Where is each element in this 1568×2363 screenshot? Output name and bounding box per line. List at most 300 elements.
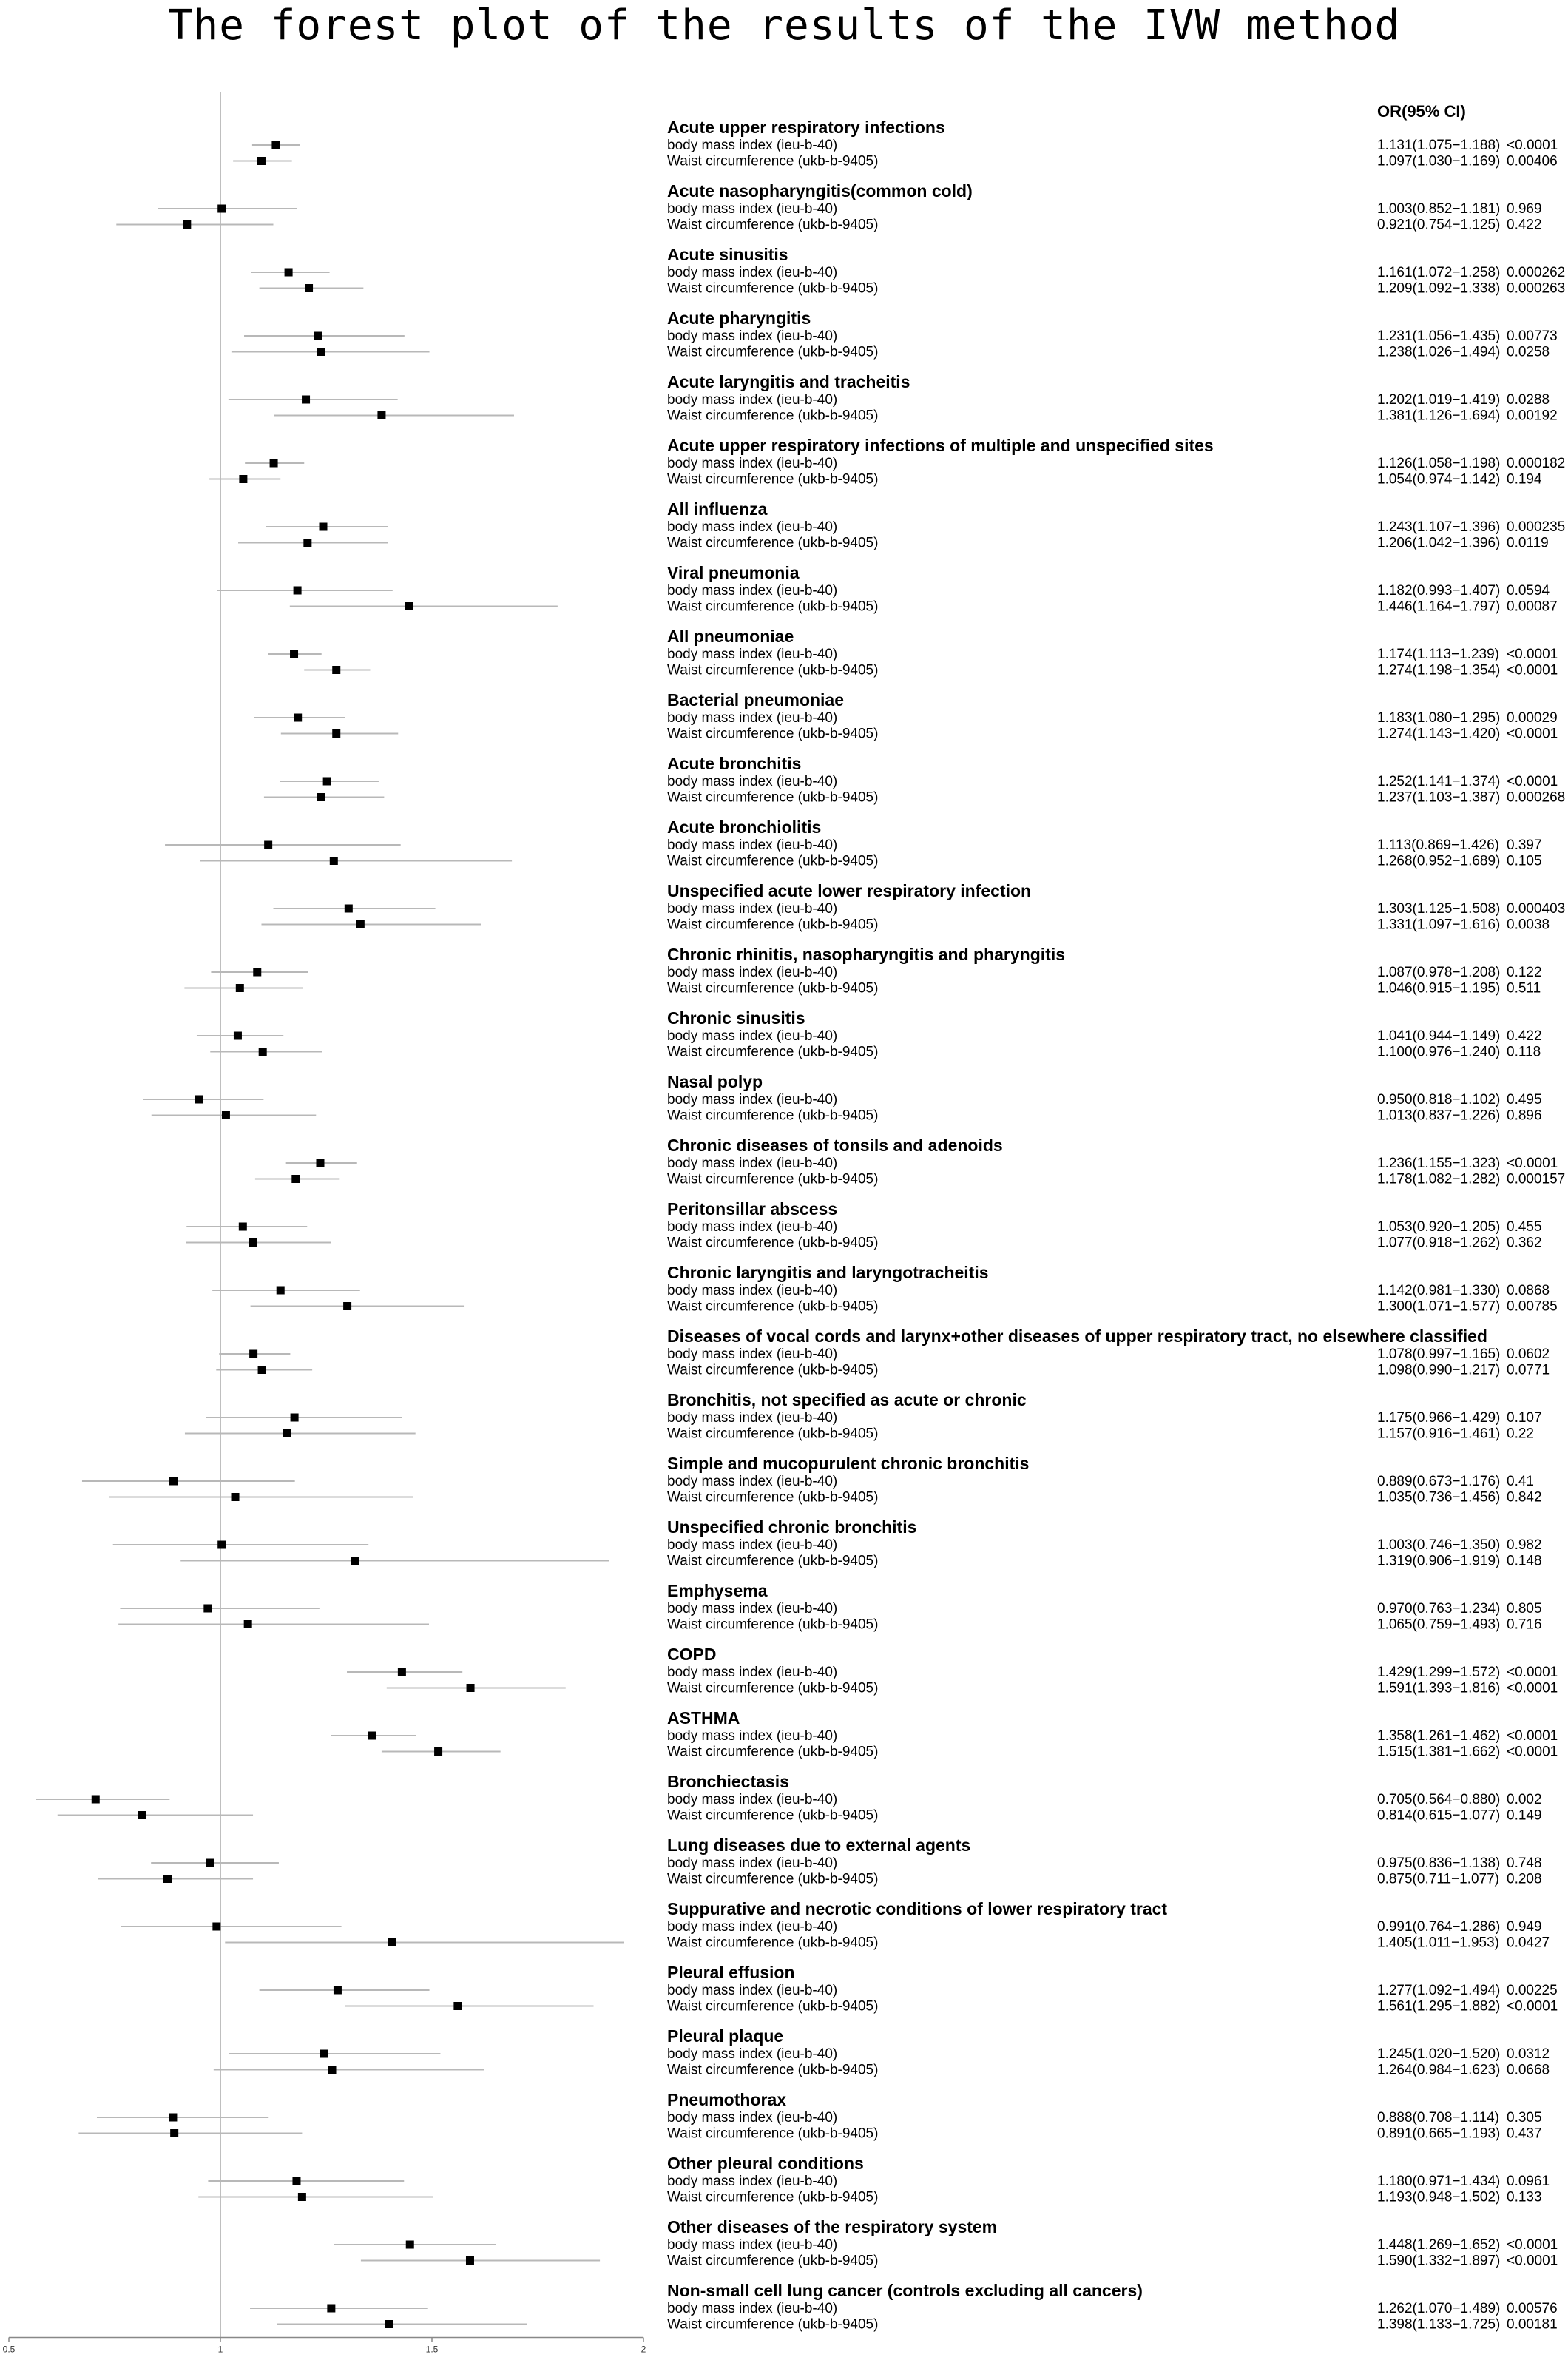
or-ci-value: 1.054(0.974−1.142) [1377, 471, 1501, 488]
x-tick-label: 0.5 [2, 2344, 16, 2355]
or-ci-value: 0.950(0.818−1.102) [1377, 1092, 1501, 1108]
outcome-label: Chronic sinusitis [667, 1008, 805, 1028]
point-estimate [195, 1096, 203, 1104]
p-value: <0.0001 [1507, 1680, 1558, 1696]
or-ci-value: 1.183(1.080−1.295) [1377, 710, 1501, 726]
or-ci-value: 1.429(1.299−1.572) [1377, 1665, 1501, 1680]
p-value: <0.0001 [1507, 1665, 1558, 1680]
or-ci-value: 1.590(1.332−1.897) [1377, 2253, 1501, 2269]
p-value: 0.000262 [1507, 265, 1566, 280]
or-ci-value: 1.448(1.269−1.652) [1377, 2237, 1501, 2253]
exposure-label: Waist circumference (ukb-b-9405) [667, 1362, 879, 1378]
point-estimate [138, 1811, 146, 1819]
outcome-label: Acute bronchitis [667, 754, 802, 773]
exposure-label: Waist circumference (ukb-b-9405) [667, 2253, 879, 2269]
exposure-label: Waist circumference (ukb-b-9405) [667, 917, 879, 933]
plot-area [36, 92, 624, 2338]
exposure-label: Waist circumference (ukb-b-9405) [667, 1108, 879, 1124]
point-estimate [351, 1557, 359, 1565]
exposure-label: body mass index (ieu-b-40) [667, 1028, 838, 1044]
point-estimate [290, 650, 298, 658]
p-value: 0.0119 [1507, 535, 1549, 551]
outcome-label: Suppurative and necrotic conditions of lower respiratory tract [667, 1899, 1168, 1918]
point-estimate [377, 411, 385, 419]
p-value: 0.149 [1507, 1807, 1542, 1824]
p-value: 0.0312 [1507, 2046, 1550, 2062]
outcome-label: Acute upper respiratory infections of multiple and unspecified sites [667, 436, 1214, 455]
exposure-label: Waist circumference (ukb-b-9405) [667, 789, 879, 806]
p-value: 0.0668 [1507, 2062, 1550, 2078]
outcome-label: Simple and mucopurulent chronic bronchitis [667, 1454, 1030, 1473]
p-value: 0.0771 [1507, 1362, 1550, 1378]
p-value: 0.495 [1507, 1092, 1542, 1108]
or-column-header: OR(95% CI) [1377, 102, 1466, 121]
p-value: 0.118 [1507, 1044, 1541, 1060]
or-ci-value: 1.003(0.852−1.181) [1377, 201, 1501, 217]
point-estimate [434, 1747, 442, 1756]
p-value: 0.00773 [1507, 328, 1558, 344]
exposure-label: body mass index (ieu-b-40) [667, 837, 838, 853]
p-value: 0.397 [1507, 837, 1542, 853]
point-estimate [406, 2241, 414, 2249]
point-estimate [169, 1477, 178, 1486]
or-ci-value: 1.046(0.915−1.195) [1377, 980, 1501, 997]
or-ci-value: 1.515(1.381−1.662) [1377, 1744, 1501, 1760]
exposure-label: body mass index (ieu-b-40) [667, 1983, 838, 1998]
exposure-label: body mass index (ieu-b-40) [667, 1092, 838, 1108]
p-value: 0.107 [1507, 1410, 1542, 1426]
or-ci-value: 1.175(0.966−1.429) [1377, 1410, 1501, 1426]
point-estimate [239, 475, 247, 483]
point-estimate [206, 1859, 214, 1867]
point-estimate [169, 2114, 177, 2122]
p-value: 0.0594 [1507, 583, 1550, 599]
point-estimate [453, 2002, 462, 2010]
outcome-label: Nasal polyp [667, 1072, 763, 1091]
or-ci-value: 1.238(1.026−1.494) [1377, 344, 1501, 360]
exposure-label: Waist circumference (ukb-b-9405) [667, 2316, 879, 2333]
p-value: 0.000268 [1507, 789, 1566, 806]
point-estimate [292, 2177, 300, 2185]
or-ci-value: 1.053(0.920−1.205) [1377, 1219, 1501, 1235]
or-ci-value: 1.274(1.143−1.420) [1377, 726, 1501, 742]
or-ci-value: 1.561(1.295−1.882) [1377, 1998, 1501, 2015]
exposure-label: Waist circumference (ukb-b-9405) [667, 599, 879, 615]
or-ci-value: 1.446(1.164−1.797) [1377, 599, 1501, 615]
or-ci-value: 1.182(0.993−1.407) [1377, 583, 1501, 599]
or-ci-value: 1.041(0.944−1.149) [1377, 1028, 1501, 1044]
outcome-label: All influenza [667, 499, 768, 519]
outcome-label: Unspecified chronic bronchitis [667, 1517, 917, 1537]
or-ci-value: 0.875(0.711−1.077) [1377, 1871, 1499, 1887]
exposure-label: body mass index (ieu-b-40) [667, 1537, 838, 1553]
p-value: 0.969 [1507, 201, 1542, 217]
or-ci-value: 1.202(1.019−1.419) [1377, 392, 1501, 408]
or-ci-value: 0.970(0.763−1.234) [1377, 1601, 1501, 1617]
p-value: 0.000182 [1507, 456, 1566, 471]
p-value: 0.133 [1507, 2189, 1542, 2205]
or-ci-value: 1.078(0.997−1.165) [1377, 1346, 1501, 1362]
p-value: 0.00029 [1507, 710, 1558, 726]
outcome-label: Viral pneumonia [667, 563, 800, 582]
p-value: 0.0961 [1507, 2174, 1550, 2189]
exposure-label: Waist circumference (ukb-b-9405) [667, 1298, 879, 1315]
outcome-label: Other pleural conditions [667, 2154, 864, 2173]
or-ci-value: 0.891(0.665−1.193) [1377, 2126, 1501, 2142]
outcome-label: Acute nasopharyngitis(common cold) [667, 181, 973, 200]
or-ci-value: 1.381(1.126−1.694) [1377, 408, 1501, 424]
p-value: 0.000263 [1507, 280, 1566, 297]
outcome-label: Unspecified acute lower respiratory infection [667, 881, 1032, 900]
point-estimate [291, 1414, 299, 1422]
outcome-label: Acute bronchiolitis [667, 818, 822, 837]
point-estimate [203, 1605, 212, 1613]
or-ci-value: 1.098(0.990−1.217) [1377, 1362, 1501, 1378]
outcome-label: Chronic diseases of tonsils and adenoids [667, 1136, 1003, 1155]
point-estimate [294, 714, 302, 722]
exposure-label: Waist circumference (ukb-b-9405) [667, 1553, 879, 1569]
p-value: 0.0288 [1507, 392, 1550, 408]
p-value: <0.0001 [1507, 1998, 1558, 2015]
point-estimate [405, 602, 413, 610]
exposure-label: Waist circumference (ukb-b-9405) [667, 2062, 879, 2078]
x-axis [3, 2338, 646, 2355]
p-value: 0.000235 [1507, 519, 1566, 535]
or-ci-value: 1.077(0.918−1.262) [1377, 1235, 1501, 1251]
or-ci-value: 1.180(0.971−1.434) [1377, 2174, 1501, 2189]
or-ci-value: 1.319(0.906−1.919) [1377, 1553, 1501, 1569]
p-value: 0.00087 [1507, 599, 1558, 615]
p-value: 0.0868 [1507, 1283, 1550, 1298]
p-value: 0.748 [1507, 1855, 1542, 1871]
outcome-label: Pneumothorax [667, 2090, 787, 2109]
p-value: 0.422 [1507, 1028, 1542, 1044]
p-value: 0.00192 [1507, 408, 1558, 424]
exposure-label: Waist circumference (ukb-b-9405) [667, 853, 879, 869]
point-estimate [291, 1175, 300, 1183]
exposure-label: Waist circumference (ukb-b-9405) [667, 1044, 879, 1060]
exposure-label: body mass index (ieu-b-40) [667, 456, 838, 471]
or-ci-value: 1.013(0.837−1.226) [1377, 1108, 1501, 1124]
outcome-label: Emphysema [667, 1581, 768, 1600]
point-estimate [388, 1938, 396, 1946]
point-estimate [234, 1032, 242, 1040]
or-ci-value: 1.003(0.746−1.350) [1377, 1537, 1501, 1553]
exposure-label: body mass index (ieu-b-40) [667, 519, 838, 535]
or-ci-value: 1.231(1.056−1.435) [1377, 328, 1501, 344]
p-value: <0.0001 [1507, 774, 1558, 789]
p-value: 0.455 [1507, 1219, 1542, 1235]
point-estimate [217, 1541, 226, 1549]
exposure-label: body mass index (ieu-b-40) [667, 774, 838, 789]
exposure-label: Waist circumference (ukb-b-9405) [667, 153, 879, 169]
exposure-label: Waist circumference (ukb-b-9405) [667, 280, 879, 297]
or-ci-value: 1.331(1.097−1.616) [1377, 917, 1501, 933]
p-value: 0.000157 [1507, 1171, 1566, 1187]
p-value: 0.105 [1507, 853, 1542, 869]
p-value: 0.00406 [1507, 153, 1558, 169]
exposure-label: body mass index (ieu-b-40) [667, 2174, 838, 2189]
or-ci-value: 0.921(0.754−1.125) [1377, 217, 1501, 233]
or-ci-value: 1.252(1.141−1.374) [1377, 774, 1501, 789]
outcome-label: Diseases of vocal cords and larynx+other diseases of upper respiratory tract, no elsewhere classified [667, 1327, 1487, 1346]
point-estimate [332, 729, 340, 738]
label-column [667, 118, 1565, 2333]
exposure-label: Waist circumference (ukb-b-9405) [667, 471, 879, 488]
p-value: 0.0427 [1507, 1935, 1550, 1951]
point-estimate [212, 1923, 220, 1931]
x-tick-label: 1.5 [425, 2344, 439, 2355]
outcome-label: Pleural effusion [667, 1963, 795, 1982]
p-value: <0.0001 [1507, 1728, 1558, 1744]
x-tick-label: 1 [217, 2344, 223, 2355]
p-value: 0.148 [1507, 1553, 1542, 1569]
exposure-label: Waist circumference (ukb-b-9405) [667, 2189, 879, 2205]
exposure-label: body mass index (ieu-b-40) [667, 1792, 838, 1807]
exposure-label: Waist circumference (ukb-b-9405) [667, 1871, 879, 1887]
outcome-label: Pleural plaque [667, 2026, 784, 2046]
exposure-label: Waist circumference (ukb-b-9405) [667, 1171, 879, 1187]
p-value: <0.0001 [1507, 662, 1558, 678]
p-value: 0.422 [1507, 217, 1542, 233]
point-estimate [320, 2050, 328, 2058]
point-estimate [385, 2320, 393, 2328]
exposure-label: Waist circumference (ukb-b-9405) [667, 1617, 879, 1633]
outcome-label: ASTHMA [667, 1708, 740, 1727]
point-estimate [294, 587, 302, 595]
p-value: 0.22 [1507, 1426, 1534, 1442]
point-estimate [277, 1287, 285, 1295]
exposure-label: body mass index (ieu-b-40) [667, 1410, 838, 1426]
exposure-label: body mass index (ieu-b-40) [667, 965, 838, 980]
p-value: 0.41 [1507, 1474, 1534, 1489]
point-estimate [163, 1875, 172, 1883]
p-value: 0.805 [1507, 1601, 1542, 1617]
or-ci-value: 1.174(1.113−1.239) [1377, 647, 1499, 662]
or-ci-value: 1.245(1.020−1.520) [1377, 2046, 1501, 2062]
or-ci-value: 1.193(0.948−1.502) [1377, 2189, 1501, 2205]
outcome-label: Chronic laryngitis and laryngotracheitis [667, 1263, 989, 1282]
exposure-label: body mass index (ieu-b-40) [667, 2046, 838, 2062]
exposure-label: body mass index (ieu-b-40) [667, 1919, 838, 1935]
outcome-label: All pneumoniae [667, 627, 794, 646]
point-estimate [332, 666, 340, 674]
outcome-label: Non-small cell lung cancer (controls excluding all cancers) [667, 2281, 1143, 2300]
exposure-label: Waist circumference (ukb-b-9405) [667, 2126, 879, 2142]
or-ci-value: 1.142(0.981−1.330) [1377, 1283, 1501, 1298]
x-tick-label: 2 [641, 2344, 646, 2355]
point-estimate [343, 1302, 351, 1310]
exposure-label: body mass index (ieu-b-40) [667, 328, 838, 344]
point-estimate [303, 539, 311, 547]
point-estimate [217, 205, 226, 213]
exposure-label: Waist circumference (ukb-b-9405) [667, 1744, 879, 1760]
exposure-label: Waist circumference (ukb-b-9405) [667, 726, 879, 742]
p-value: <0.0001 [1507, 2237, 1558, 2253]
exposure-label: body mass index (ieu-b-40) [667, 1665, 838, 1680]
point-estimate [302, 396, 310, 404]
exposure-label: body mass index (ieu-b-40) [667, 1728, 838, 1744]
or-ci-value: 1.087(0.978−1.208) [1377, 965, 1501, 980]
point-estimate [92, 1796, 100, 1804]
exposure-label: Waist circumference (ukb-b-9405) [667, 408, 879, 424]
p-value: 0.982 [1507, 1537, 1542, 1553]
or-ci-value: 1.113(0.869−1.426) [1377, 837, 1499, 853]
exposure-label: Waist circumference (ukb-b-9405) [667, 1235, 879, 1251]
exposure-label: Waist circumference (ukb-b-9405) [667, 535, 879, 551]
p-value: 0.208 [1507, 1871, 1542, 1887]
or-ci-value: 1.100(0.976−1.240) [1377, 1044, 1501, 1060]
p-value: 0.122 [1507, 965, 1542, 980]
or-ci-value: 0.705(0.564−0.880) [1377, 1792, 1501, 1807]
point-estimate [398, 1668, 406, 1676]
exposure-label: Waist circumference (ukb-b-9405) [667, 980, 879, 997]
p-value: 0.0258 [1507, 344, 1550, 360]
outcome-label: Acute sinusitis [667, 245, 788, 264]
outcome-label: Bacterial pneumoniae [667, 690, 845, 709]
point-estimate [244, 1620, 252, 1628]
p-value: 0.842 [1507, 1489, 1542, 1506]
or-ci-value: 1.243(1.107−1.396) [1377, 519, 1501, 535]
outcome-label: Chronic rhinitis, nasopharyngitis and pharyngitis [667, 945, 1066, 964]
or-ci-value: 1.178(1.082−1.282) [1377, 1171, 1501, 1187]
exposure-label: body mass index (ieu-b-40) [667, 392, 838, 408]
outcome-label: Acute pharyngitis [667, 309, 811, 328]
exposure-label: Waist circumference (ukb-b-9405) [667, 217, 879, 233]
exposure-label: Waist circumference (ukb-b-9405) [667, 1998, 879, 2015]
or-ci-value: 1.065(0.759−1.493) [1377, 1617, 1501, 1633]
exposure-label: body mass index (ieu-b-40) [667, 647, 838, 662]
p-value: 0.949 [1507, 1919, 1542, 1935]
outcome-label: Other diseases of the respiratory system [667, 2217, 998, 2236]
or-ci-value: 1.209(1.092−1.338) [1377, 280, 1501, 297]
p-value: <0.0001 [1507, 2253, 1558, 2269]
point-estimate [356, 920, 365, 928]
outcome-label: Acute upper respiratory infections [667, 118, 945, 137]
exposure-label: body mass index (ieu-b-40) [667, 201, 838, 217]
exposure-label: body mass index (ieu-b-40) [667, 2110, 838, 2126]
or-ci-value: 1.237(1.103−1.387) [1377, 789, 1501, 806]
p-value: 0.00785 [1507, 1298, 1558, 1315]
or-ci-value: 1.405(1.011−1.953) [1377, 1935, 1499, 1951]
p-value: 0.896 [1507, 1108, 1542, 1124]
outcome-label: Bronchiectasis [667, 1772, 789, 1791]
exposure-label: Waist circumference (ukb-b-9405) [667, 344, 879, 360]
point-estimate [253, 968, 261, 977]
point-estimate [467, 1684, 475, 1692]
or-ci-value: 1.591(1.393−1.816) [1377, 1680, 1501, 1696]
point-estimate [466, 2256, 474, 2265]
or-ci-value: 0.975(0.836−1.138) [1377, 1855, 1501, 1871]
or-ci-value: 1.264(0.984−1.623) [1377, 2062, 1501, 2078]
p-value: 0.305 [1507, 2110, 1542, 2126]
point-estimate [334, 1986, 342, 1995]
outcome-label: Acute laryngitis and tracheitis [667, 372, 910, 391]
exposure-label: body mass index (ieu-b-40) [667, 1855, 838, 1871]
or-ci-value: 0.991(0.764−1.286) [1377, 1919, 1501, 1935]
or-ci-value: 0.889(0.673−1.176) [1377, 1474, 1501, 1489]
or-ci-value: 1.277(1.092−1.494) [1377, 1983, 1501, 1998]
or-ci-value: 1.161(1.072−1.258) [1377, 265, 1501, 280]
point-estimate [328, 2066, 337, 2074]
outcome-label: Peritonsillar abscess [667, 1199, 838, 1218]
or-ci-value: 1.236(1.155−1.323) [1377, 1156, 1501, 1171]
point-estimate [183, 220, 191, 229]
or-ci-value: 0.888(0.708−1.114) [1377, 2110, 1499, 2126]
chart-title: The forest plot of the results of the IVW method [167, 1, 1401, 50]
point-estimate [314, 332, 322, 340]
or-ci-value: 1.126(1.058−1.198) [1377, 456, 1501, 471]
point-estimate [259, 1048, 267, 1056]
point-estimate [323, 778, 331, 786]
exposure-label: Waist circumference (ukb-b-9405) [667, 1489, 879, 1506]
exposure-label: body mass index (ieu-b-40) [667, 1219, 838, 1235]
or-ci-value: 1.035(0.736−1.456) [1377, 1489, 1501, 1506]
p-value: <0.0001 [1507, 647, 1558, 662]
p-value: 0.002 [1507, 1792, 1542, 1807]
point-estimate [270, 459, 278, 468]
exposure-label: body mass index (ieu-b-40) [667, 1156, 838, 1171]
p-value: 0.0038 [1507, 917, 1550, 933]
point-estimate [249, 1350, 257, 1358]
p-value: 0.194 [1507, 471, 1542, 488]
exposure-label: body mass index (ieu-b-40) [667, 710, 838, 726]
p-value: 0.0602 [1507, 1346, 1550, 1362]
or-ci-value: 1.206(1.042−1.396) [1377, 535, 1501, 551]
exposure-label: body mass index (ieu-b-40) [667, 1346, 838, 1362]
point-estimate [239, 1223, 247, 1231]
point-estimate [368, 1732, 376, 1740]
or-ci-value: 1.358(1.261−1.462) [1377, 1728, 1501, 1744]
point-estimate [271, 141, 280, 149]
exposure-label: Waist circumference (ukb-b-9405) [667, 1426, 879, 1442]
exposure-label: body mass index (ieu-b-40) [667, 583, 838, 599]
exposure-label: Waist circumference (ukb-b-9405) [667, 1680, 879, 1696]
exposure-label: body mass index (ieu-b-40) [667, 1474, 838, 1489]
point-estimate [283, 1429, 291, 1437]
point-estimate [330, 857, 338, 865]
or-ci-value: 1.274(1.198−1.354) [1377, 662, 1501, 678]
exposure-label: Waist circumference (ukb-b-9405) [667, 1807, 879, 1824]
or-ci-value: 1.097(1.030−1.169) [1377, 153, 1501, 169]
exposure-label: body mass index (ieu-b-40) [667, 2237, 838, 2253]
point-estimate [232, 1493, 240, 1501]
outcome-label: Lung diseases due to external agents [667, 1836, 971, 1855]
or-ci-value: 1.131(1.075−1.188) [1377, 138, 1501, 153]
p-value: 0.362 [1507, 1235, 1542, 1251]
point-estimate [317, 348, 325, 356]
point-estimate [249, 1238, 257, 1247]
p-value: 0.437 [1507, 2126, 1542, 2142]
exposure-label: body mass index (ieu-b-40) [667, 1283, 838, 1298]
exposure-label: body mass index (ieu-b-40) [667, 2301, 838, 2316]
point-estimate [285, 269, 293, 277]
exposure-label: Waist circumference (ukb-b-9405) [667, 662, 879, 678]
p-value: 0.716 [1507, 1617, 1542, 1633]
point-estimate [316, 1159, 324, 1167]
or-ci-value: 1.300(1.071−1.577) [1377, 1298, 1501, 1315]
outcome-label: Bronchitis, not specified as acute or chronic [667, 1390, 1027, 1409]
or-ci-value: 1.262(1.070−1.489) [1377, 2301, 1501, 2316]
p-value: 0.000403 [1507, 901, 1566, 917]
point-estimate [317, 793, 325, 801]
or-ci-value: 1.268(0.952−1.689) [1377, 853, 1501, 869]
p-value: 0.511 [1507, 980, 1541, 997]
p-value: <0.0001 [1507, 726, 1558, 742]
point-estimate [222, 1111, 230, 1119]
exposure-label: body mass index (ieu-b-40) [667, 138, 838, 153]
or-ci-value: 1.398(1.133−1.725) [1377, 2316, 1501, 2333]
